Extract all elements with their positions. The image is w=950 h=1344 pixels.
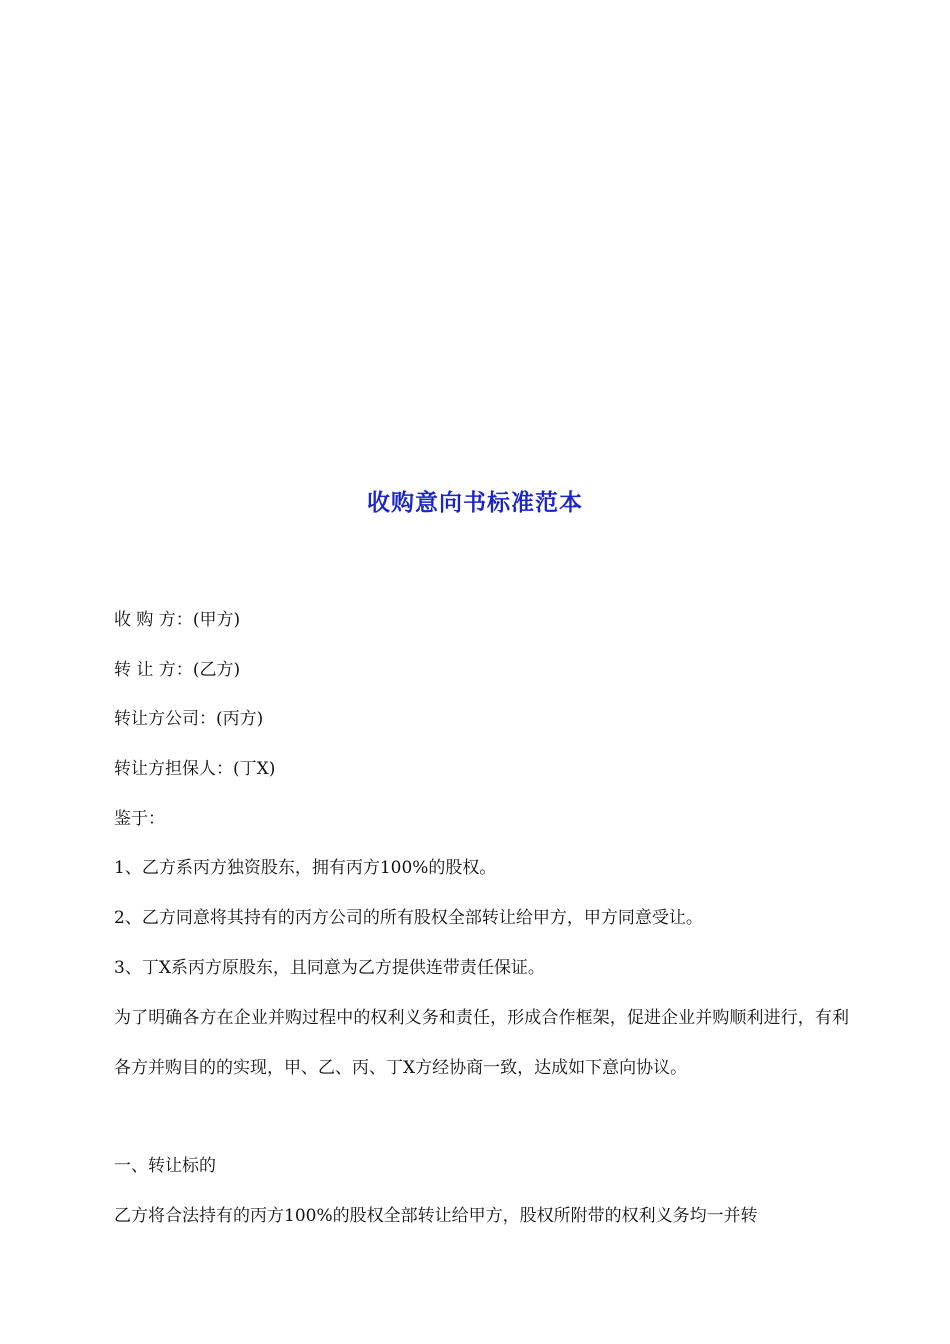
party-transferor xyxy=(114,658,844,682)
party-transferor-company-label: 转让方公司： xyxy=(114,709,216,729)
section-1-text: 乙方将合法持有的丙方100%的股权全部转让给甲方，股权所附带的权利义务均一并转 xyxy=(114,1206,758,1226)
party-transferor-company-value: (丙方) xyxy=(216,709,264,729)
party-guarantor-value: (丁X) xyxy=(233,759,276,779)
whereas-item-1: 1、乙方系丙方独资股东，拥有丙方100%的股权。 xyxy=(114,858,497,878)
section-1-heading: 一、转让标的 xyxy=(114,1156,216,1176)
party-guarantor xyxy=(114,757,844,781)
party-acquirer-value: (甲方) xyxy=(192,610,241,630)
whereas-heading: 鉴于： xyxy=(114,809,165,829)
party-transferor-value: (乙方) xyxy=(192,660,241,680)
intro-paragraph: 为了明确各方在企业并购过程中的权利义务和责任，形成合作框架，促进企业并购顺利进行，有利各方并购目的的实现，甲、乙、丙、丁X方经协商一致，达成如下意向协议。 xyxy=(114,1008,849,1078)
party-acquirer-label: 收 购 方： xyxy=(114,610,193,630)
whereas-item-2: 2、乙方同意将其持有的丙方公司的所有股权全部转让给甲方，甲方同意受让。 xyxy=(114,908,703,928)
whereas-item-3: 3、丁X系丙方原股东，且同意为乙方提供连带责任保证。 xyxy=(114,958,545,978)
document-title: 收购意向书标准范本 xyxy=(367,489,583,516)
party-transferor-label: 转 让 方： xyxy=(114,660,193,680)
party-guarantor-label: 转让方担保人： xyxy=(114,759,233,779)
party-transferor-company xyxy=(114,707,844,731)
party-acquirer xyxy=(114,608,844,632)
